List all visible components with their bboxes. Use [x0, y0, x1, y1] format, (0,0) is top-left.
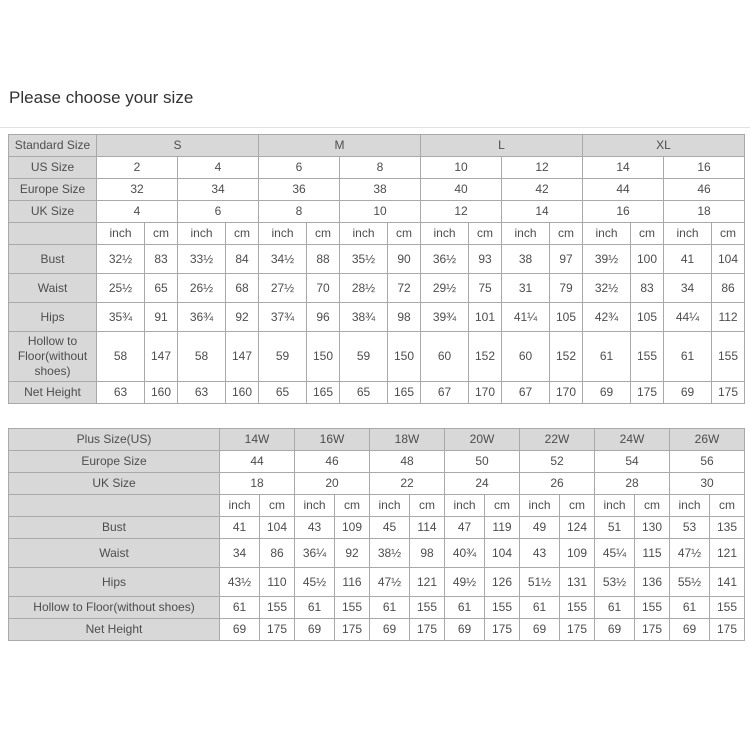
measure-value-cell: 155	[485, 597, 520, 619]
unit-inch-cell: inch	[520, 495, 560, 517]
unit-inch-cell: inch	[421, 223, 469, 245]
measure-value-cell: 53½	[595, 568, 635, 597]
measure-value-cell: 41	[664, 245, 712, 274]
measure-value-cell: 115	[635, 539, 670, 568]
measure-value-cell: 37¾	[259, 303, 307, 332]
measure-value-cell: 119	[485, 517, 520, 539]
measure-value-cell: 155	[631, 332, 664, 382]
unit-corner-cell	[9, 495, 220, 517]
size-value-cell: 14	[502, 201, 583, 223]
measure-value-cell: 34	[220, 539, 260, 568]
measure-value-cell: 175	[712, 382, 745, 404]
size-value-cell: 52	[520, 451, 595, 473]
page-title: Please choose your size	[9, 88, 194, 107]
unit-cm-cell: cm	[410, 495, 445, 517]
title-divider	[0, 127, 750, 128]
size-group-cell: M	[259, 135, 421, 157]
measure-value-cell: 170	[469, 382, 502, 404]
unit-inch-cell: inch	[370, 495, 410, 517]
row-label-cell: Net Height	[9, 619, 220, 641]
measure-value-cell: 72	[388, 274, 421, 303]
size-value-cell: 46	[295, 451, 370, 473]
size-group-cell: S	[97, 135, 259, 157]
size-value-cell: 12	[502, 157, 583, 179]
measure-value-cell: 98	[388, 303, 421, 332]
size-group-cell: 16W	[295, 429, 370, 451]
unit-cm-cell: cm	[145, 223, 178, 245]
size-value-cell: 4	[97, 201, 178, 223]
unit-cm-cell: cm	[260, 495, 295, 517]
size-group-cell: 18W	[370, 429, 445, 451]
size-value-cell: 16	[664, 157, 745, 179]
measure-value-cell: 96	[307, 303, 340, 332]
measure-value-cell: 25½	[97, 274, 145, 303]
unit-cm-cell: cm	[560, 495, 595, 517]
row-label-cell: Hips	[9, 568, 220, 597]
measure-value-cell: 175	[635, 619, 670, 641]
measure-value-cell: 34½	[259, 245, 307, 274]
measure-value-cell: 47½	[370, 568, 410, 597]
size-value-cell: 22	[370, 473, 445, 495]
measure-value-cell: 114	[410, 517, 445, 539]
size-group-cell: 22W	[520, 429, 595, 451]
measure-value-cell: 61	[583, 332, 631, 382]
row-label-cell: Net Height	[9, 382, 97, 404]
row-label-cell: Hips	[9, 303, 97, 332]
size-value-cell: 26	[520, 473, 595, 495]
size-value-cell: 34	[178, 179, 259, 201]
unit-cm-cell: cm	[635, 495, 670, 517]
measure-value-cell: 36¼	[295, 539, 335, 568]
measure-value-cell: 69	[220, 619, 260, 641]
measure-value-cell: 65	[259, 382, 307, 404]
measure-value-cell: 47	[445, 517, 485, 539]
size-value-cell: 54	[595, 451, 670, 473]
unit-cm-cell: cm	[307, 223, 340, 245]
measure-value-cell: 160	[145, 382, 178, 404]
unit-inch-cell: inch	[178, 223, 226, 245]
measure-value-cell: 68	[226, 274, 259, 303]
measure-value-cell: 33½	[178, 245, 226, 274]
corner-label-cell: Standard Size	[9, 135, 97, 157]
unit-cm-cell: cm	[226, 223, 259, 245]
size-value-cell: 24	[445, 473, 520, 495]
row-label-cell: Bust	[9, 245, 97, 274]
measure-value-cell: 65	[340, 382, 388, 404]
size-value-cell: 56	[670, 451, 745, 473]
measure-value-cell: 43	[520, 539, 560, 568]
unit-inch-cell: inch	[595, 495, 635, 517]
size-value-cell: 16	[583, 201, 664, 223]
size-value-cell: 10	[421, 157, 502, 179]
measure-value-cell: 175	[710, 619, 745, 641]
measure-value-cell: 36¾	[178, 303, 226, 332]
unit-inch-cell: inch	[445, 495, 485, 517]
size-value-cell: 6	[259, 157, 340, 179]
size-value-cell: 28	[595, 473, 670, 495]
unit-inch-cell: inch	[670, 495, 710, 517]
measure-value-cell: 69	[520, 619, 560, 641]
size-value-cell: 14	[583, 157, 664, 179]
measure-value-cell: 67	[502, 382, 550, 404]
unit-cm-cell: cm	[388, 223, 421, 245]
plus-size-table	[8, 428, 745, 641]
measure-value-cell: 155	[712, 332, 745, 382]
row-label-cell: UK Size	[9, 473, 220, 495]
size-value-cell: 8	[340, 157, 421, 179]
measure-value-cell: 121	[410, 568, 445, 597]
measure-value-cell: 67	[421, 382, 469, 404]
measure-value-cell: 44¼	[664, 303, 712, 332]
measure-value-cell: 69	[370, 619, 410, 641]
measure-value-cell: 60	[502, 332, 550, 382]
size-value-cell: 36	[259, 179, 340, 201]
corner-label-cell: Plus Size(US)	[9, 429, 220, 451]
measure-value-cell: 97	[550, 245, 583, 274]
measure-value-cell: 135	[710, 517, 745, 539]
size-group-cell: 26W	[670, 429, 745, 451]
unit-inch-cell: inch	[259, 223, 307, 245]
measure-value-cell: 105	[550, 303, 583, 332]
measure-value-cell: 136	[635, 568, 670, 597]
unit-inch-cell: inch	[220, 495, 260, 517]
standard-size-table	[8, 134, 745, 404]
size-tables	[8, 134, 750, 641]
measure-value-cell: 155	[335, 597, 370, 619]
measure-value-cell: 175	[335, 619, 370, 641]
measure-value-cell: 41	[220, 517, 260, 539]
measure-value-cell: 104	[485, 539, 520, 568]
measure-value-cell: 165	[388, 382, 421, 404]
size-group-cell: XL	[583, 135, 745, 157]
unit-inch-cell: inch	[664, 223, 712, 245]
size-value-cell: 30	[670, 473, 745, 495]
row-label-cell: Europe Size	[9, 179, 97, 201]
size-value-cell: 40	[421, 179, 502, 201]
size-value-cell: 48	[370, 451, 445, 473]
measure-value-cell: 36½	[421, 245, 469, 274]
measure-value-cell: 49	[520, 517, 560, 539]
measure-value-cell: 101	[469, 303, 502, 332]
measure-value-cell: 42¾	[583, 303, 631, 332]
measure-value-cell: 38¾	[340, 303, 388, 332]
measure-value-cell: 51	[595, 517, 635, 539]
measure-value-cell: 47½	[670, 539, 710, 568]
measure-value-cell: 61	[370, 597, 410, 619]
measure-value-cell: 155	[410, 597, 445, 619]
measure-value-cell: 43½	[220, 568, 260, 597]
measure-value-cell: 92	[226, 303, 259, 332]
measure-value-cell: 121	[710, 539, 745, 568]
measure-value-cell: 100	[631, 245, 664, 274]
measure-value-cell: 98	[410, 539, 445, 568]
measure-value-cell: 152	[550, 332, 583, 382]
measure-value-cell: 112	[712, 303, 745, 332]
size-value-cell: 2	[97, 157, 178, 179]
measure-value-cell: 165	[307, 382, 340, 404]
measure-value-cell: 175	[485, 619, 520, 641]
measure-value-cell: 28½	[340, 274, 388, 303]
measure-value-cell: 70	[307, 274, 340, 303]
unit-cm-cell: cm	[710, 495, 745, 517]
size-value-cell: 44	[220, 451, 295, 473]
measure-value-cell: 175	[631, 382, 664, 404]
measure-value-cell: 69	[595, 619, 635, 641]
measure-value-cell: 55½	[670, 568, 710, 597]
size-value-cell: 6	[178, 201, 259, 223]
measure-value-cell: 63	[178, 382, 226, 404]
measure-value-cell: 93	[469, 245, 502, 274]
measure-value-cell: 58	[178, 332, 226, 382]
measure-value-cell: 131	[560, 568, 595, 597]
row-label-cell: Waist	[9, 539, 220, 568]
measure-value-cell: 61	[664, 332, 712, 382]
measure-value-cell: 86	[260, 539, 295, 568]
measure-value-cell: 65	[145, 274, 178, 303]
measure-value-cell: 39¾	[421, 303, 469, 332]
size-value-cell: 18	[664, 201, 745, 223]
size-group-cell: 14W	[220, 429, 295, 451]
size-value-cell: 42	[502, 179, 583, 201]
measure-value-cell: 61	[670, 597, 710, 619]
row-label-cell: UK Size	[9, 201, 97, 223]
measure-value-cell: 150	[307, 332, 340, 382]
measure-value-cell: 40¾	[445, 539, 485, 568]
measure-value-cell: 147	[226, 332, 259, 382]
measure-value-cell: 88	[307, 245, 340, 274]
measure-value-cell: 63	[97, 382, 145, 404]
measure-value-cell: 41¼	[502, 303, 550, 332]
measure-value-cell: 124	[560, 517, 595, 539]
measure-value-cell: 60	[421, 332, 469, 382]
measure-value-cell: 104	[260, 517, 295, 539]
unit-inch-cell: inch	[97, 223, 145, 245]
measure-value-cell: 69	[445, 619, 485, 641]
measure-value-cell: 53	[670, 517, 710, 539]
measure-value-cell: 43	[295, 517, 335, 539]
size-group-cell: 20W	[445, 429, 520, 451]
measure-value-cell: 79	[550, 274, 583, 303]
measure-value-cell: 69	[670, 619, 710, 641]
unit-cm-cell: cm	[631, 223, 664, 245]
measure-value-cell: 27½	[259, 274, 307, 303]
unit-cm-cell: cm	[712, 223, 745, 245]
size-value-cell: 44	[583, 179, 664, 201]
unit-inch-cell: inch	[502, 223, 550, 245]
measure-value-cell: 58	[97, 332, 145, 382]
measure-value-cell: 38	[502, 245, 550, 274]
measure-value-cell: 91	[145, 303, 178, 332]
measure-value-cell: 116	[335, 568, 370, 597]
size-group-cell: L	[421, 135, 583, 157]
measure-value-cell: 75	[469, 274, 502, 303]
measure-value-cell: 84	[226, 245, 259, 274]
size-value-cell: 20	[295, 473, 370, 495]
measure-value-cell: 69	[664, 382, 712, 404]
measure-value-cell: 141	[710, 568, 745, 597]
measure-value-cell: 105	[631, 303, 664, 332]
size-value-cell: 8	[259, 201, 340, 223]
measure-value-cell: 175	[410, 619, 445, 641]
unit-cm-cell: cm	[469, 223, 502, 245]
measure-value-cell: 61	[445, 597, 485, 619]
measure-value-cell: 29½	[421, 274, 469, 303]
measure-value-cell: 59	[340, 332, 388, 382]
measure-value-cell: 49½	[445, 568, 485, 597]
size-value-cell: 12	[421, 201, 502, 223]
size-value-cell: 18	[220, 473, 295, 495]
measure-value-cell: 61	[595, 597, 635, 619]
unit-corner-cell	[9, 223, 97, 245]
measure-value-cell: 69	[295, 619, 335, 641]
measure-value-cell: 155	[710, 597, 745, 619]
measure-value-cell: 51½	[520, 568, 560, 597]
measure-value-cell: 90	[388, 245, 421, 274]
measure-value-cell: 126	[485, 568, 520, 597]
measure-value-cell: 160	[226, 382, 259, 404]
measure-value-cell: 147	[145, 332, 178, 382]
measure-value-cell: 92	[335, 539, 370, 568]
measure-value-cell: 155	[260, 597, 295, 619]
measure-value-cell: 175	[560, 619, 595, 641]
measure-value-cell: 175	[260, 619, 295, 641]
measure-value-cell: 59	[259, 332, 307, 382]
row-label-cell: Waist	[9, 274, 97, 303]
measure-value-cell: 32½	[583, 274, 631, 303]
measure-value-cell: 38½	[370, 539, 410, 568]
measure-value-cell: 61	[295, 597, 335, 619]
size-value-cell: 4	[178, 157, 259, 179]
measure-value-cell: 34	[664, 274, 712, 303]
measure-value-cell: 61	[520, 597, 560, 619]
measure-value-cell: 109	[560, 539, 595, 568]
unit-inch-cell: inch	[340, 223, 388, 245]
size-group-cell: 24W	[595, 429, 670, 451]
measure-value-cell: 45¼	[595, 539, 635, 568]
unit-inch-cell: inch	[295, 495, 335, 517]
measure-value-cell: 26½	[178, 274, 226, 303]
measure-value-cell: 155	[560, 597, 595, 619]
measure-value-cell: 86	[712, 274, 745, 303]
measure-value-cell: 170	[550, 382, 583, 404]
measure-value-cell: 32½	[97, 245, 145, 274]
row-label-cell: Bust	[9, 517, 220, 539]
measure-value-cell: 35½	[340, 245, 388, 274]
measure-value-cell: 150	[388, 332, 421, 382]
measure-value-cell: 109	[335, 517, 370, 539]
row-label-cell: Hollow to Floor(without shoes)	[9, 597, 220, 619]
unit-inch-cell: inch	[583, 223, 631, 245]
measure-value-cell: 39½	[583, 245, 631, 274]
row-label-cell: Europe Size	[9, 451, 220, 473]
measure-value-cell: 61	[220, 597, 260, 619]
measure-value-cell: 45	[370, 517, 410, 539]
measure-value-cell: 104	[712, 245, 745, 274]
size-value-cell: 50	[445, 451, 520, 473]
row-label-cell: Hollow to Floor(without shoes)	[9, 332, 97, 382]
measure-value-cell: 152	[469, 332, 502, 382]
measure-value-cell: 155	[635, 597, 670, 619]
size-value-cell: 38	[340, 179, 421, 201]
unit-cm-cell: cm	[485, 495, 520, 517]
measure-value-cell: 69	[583, 382, 631, 404]
size-value-cell: 32	[97, 179, 178, 201]
measure-value-cell: 110	[260, 568, 295, 597]
measure-value-cell: 35¾	[97, 303, 145, 332]
measure-value-cell: 31	[502, 274, 550, 303]
measure-value-cell: 130	[635, 517, 670, 539]
unit-cm-cell: cm	[550, 223, 583, 245]
size-value-cell: 46	[664, 179, 745, 201]
measure-value-cell: 45½	[295, 568, 335, 597]
unit-cm-cell: cm	[335, 495, 370, 517]
row-label-cell: US Size	[9, 157, 97, 179]
measure-value-cell: 83	[145, 245, 178, 274]
measure-value-cell: 83	[631, 274, 664, 303]
size-value-cell: 10	[340, 201, 421, 223]
